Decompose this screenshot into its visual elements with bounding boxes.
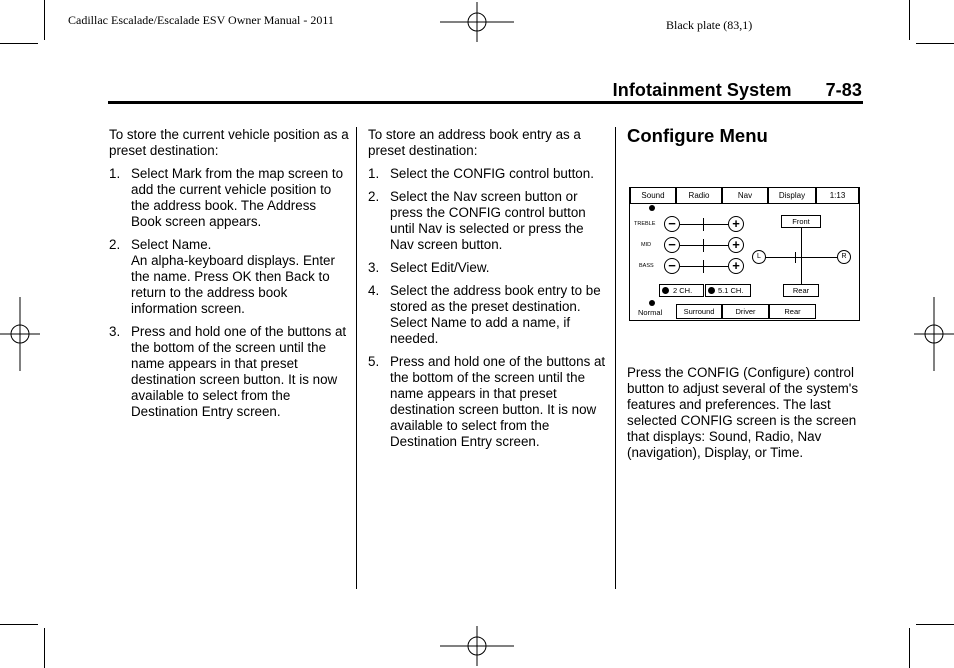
step-number: 5. <box>368 354 380 369</box>
radio-dot-icon <box>662 287 669 294</box>
step-number: 2. <box>109 237 121 252</box>
header-rule <box>108 101 863 104</box>
step-text: Select the Nav screen button or press the CONFIG control button until Nav is selected or press the Nav screen button. <box>390 189 586 252</box>
column-2 <box>368 127 608 457</box>
registration-mark-icon <box>440 2 514 42</box>
rear-mode-button: Rear <box>769 304 816 319</box>
configure-description: Press the CONFIG (Configure) control button to adjust several of the system's features and preferences. The last selected CONFIG screen is the screen that displays: Sound, Radio, Nav (navigation), Display, or Time. <box>627 365 859 460</box>
crop-mark <box>0 43 38 44</box>
configure-menu-heading: Configure Menu <box>627 125 768 146</box>
print-header-plate: Black plate (83,1) <box>666 18 753 32</box>
treble-label: TREBLE <box>634 221 656 227</box>
list-item <box>368 283 608 347</box>
step-text: Press and hold one of the buttons at the bottom of the screen until the name appears in that preset destination screen button. It is now available to select from the Destination Entry screen. <box>390 354 606 449</box>
left-button: L <box>752 250 766 264</box>
config-screen-illustration <box>629 187 860 321</box>
list-item <box>368 354 608 450</box>
list-item <box>368 260 608 276</box>
step-number: 3. <box>109 324 121 339</box>
two-channel-label: 2 CH. <box>673 286 693 295</box>
five-one-channel-label: 5.1 CH. <box>718 286 744 295</box>
step-text: Select Edit/View. <box>390 260 490 275</box>
list-item <box>368 189 608 253</box>
minus-icon: − <box>664 258 680 274</box>
radio-dot-icon <box>708 287 715 294</box>
column-3 <box>627 127 867 144</box>
crop-mark <box>0 624 38 625</box>
mid-label: MID <box>641 242 652 248</box>
step-text: Press and hold one of the buttons at the bottom of the screen until the name appears in that preset destination screen button. It is now available to select from the Destination Entry screen. <box>131 324 347 419</box>
crop-mark <box>44 0 45 40</box>
right-button: R <box>837 250 851 264</box>
step-number: 1. <box>109 166 121 181</box>
step-number: 1. <box>368 166 380 181</box>
tab-nav: Nav <box>722 188 768 204</box>
slider-track <box>680 224 728 225</box>
plus-icon: + <box>728 258 744 274</box>
slider-marker <box>703 218 704 231</box>
driver-button: Driver <box>722 304 769 319</box>
tab-sound: Sound <box>630 188 676 204</box>
slider-marker <box>703 239 704 252</box>
selected-indicator-icon <box>649 205 655 211</box>
selected-indicator-icon <box>649 300 655 306</box>
balance-axis <box>765 257 837 258</box>
column-1 <box>109 127 349 427</box>
tab-time: 1:13 <box>816 188 859 204</box>
step-text: Select the CONFIG control button. <box>390 166 594 181</box>
plus-icon: + <box>728 216 744 232</box>
minus-icon: − <box>664 237 680 253</box>
print-header-title: Cadillac Escalade/Escalade ESV Owner Manual - 2011 <box>68 13 334 27</box>
bass-label: BASS <box>639 263 654 269</box>
registration-mark-icon <box>914 297 954 371</box>
step-number: 2. <box>368 189 380 204</box>
step-number: 4. <box>368 283 380 298</box>
step-subtext: An alpha-keyboard displays. Enter the name. Press OK then Back to return to the address book information screen. <box>131 253 335 316</box>
steps-list <box>368 166 608 450</box>
registration-mark-icon <box>440 626 514 666</box>
minus-icon: − <box>664 216 680 232</box>
list-item <box>109 237 349 317</box>
page-number: 7-83 <box>825 80 862 100</box>
surround-button: Surround <box>676 304 722 319</box>
step-text: Select the address book entry to be stored as the preset destination. Select Name to add a name, if needed. <box>390 283 601 346</box>
tab-radio: Radio <box>676 188 722 204</box>
crop-mark <box>909 0 910 40</box>
intro-text: To store an address book entry as a preset destination: <box>368 127 581 158</box>
slider-track <box>680 245 728 246</box>
crop-mark <box>44 628 45 668</box>
front-button: Front <box>781 215 821 228</box>
column-divider <box>356 127 357 589</box>
steps-list <box>109 166 349 420</box>
section-title: Infotainment System <box>612 80 792 100</box>
plus-icon: + <box>728 237 744 253</box>
fader-marker <box>795 252 796 263</box>
step-number: 3. <box>368 260 380 275</box>
fader-axis <box>801 228 802 284</box>
list-item <box>109 324 349 420</box>
tab-display: Display <box>768 188 816 204</box>
slider-track <box>680 266 728 267</box>
crop-mark <box>916 43 954 44</box>
crop-mark <box>916 624 954 625</box>
step-text: Select Mark from the map screen to add the current vehicle position to the address book. The Address Book screen appears. <box>131 166 344 229</box>
rear-button: Rear <box>783 284 819 297</box>
slider-marker <box>703 260 704 273</box>
step-text: Select Name. <box>131 237 212 252</box>
list-item <box>109 166 349 230</box>
column-divider <box>615 127 616 589</box>
normal-button: Normal <box>638 308 663 317</box>
tab-row <box>630 188 859 205</box>
registration-mark-icon <box>0 297 40 371</box>
list-item <box>368 166 608 182</box>
crop-mark <box>909 628 910 668</box>
intro-text: To store the current vehicle position as a preset destination: <box>109 127 349 158</box>
section-header <box>613 80 862 101</box>
